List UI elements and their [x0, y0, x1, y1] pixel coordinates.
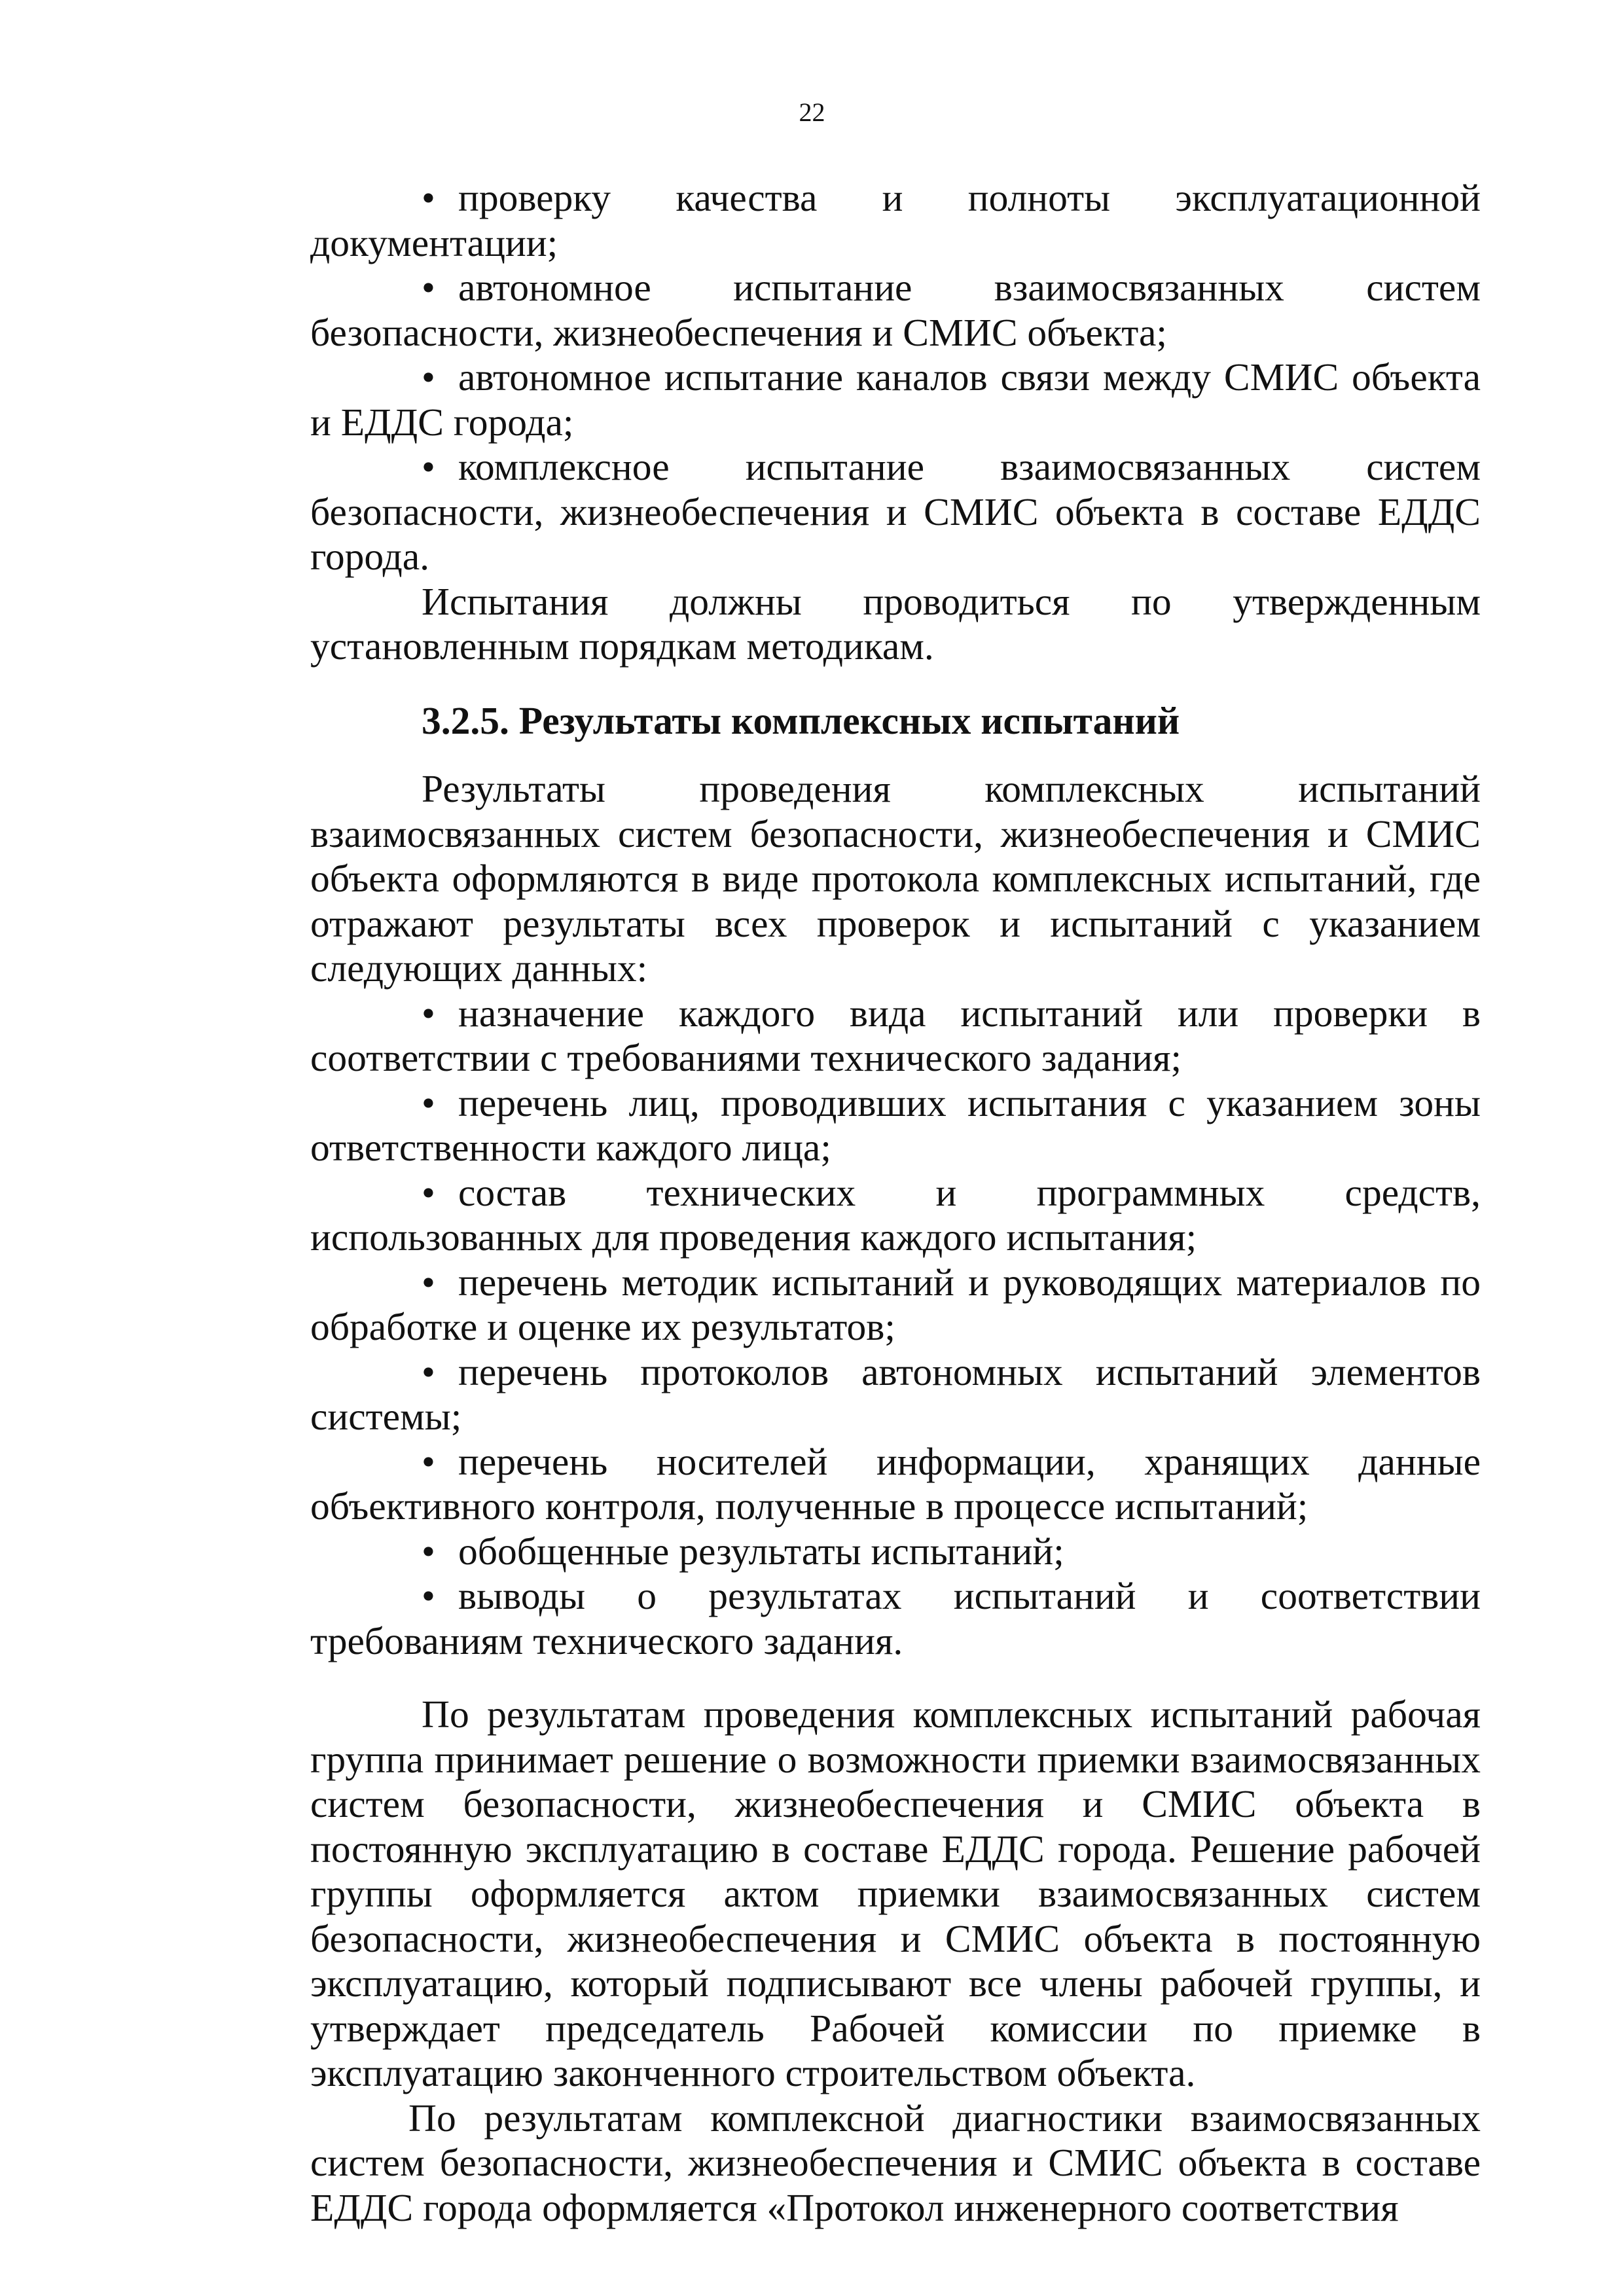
- bullet-icon: •: [422, 1350, 435, 1393]
- list-item-text: выводы о результатах испытаний и соответствии требованиям технического задания.: [310, 1574, 1481, 1662]
- list-item: [310, 1170, 1481, 1260]
- section-heading: 3.2.5. Результаты комплексных испытаний: [422, 698, 1180, 742]
- bullet-icon: •: [422, 176, 435, 219]
- list-item: [310, 355, 1481, 444]
- page-number: 22: [799, 98, 825, 127]
- list-item-text: проверку качества и полноты эксплуатационной документации;: [310, 176, 1481, 264]
- bullet-icon: •: [422, 1081, 435, 1124]
- list-item: [310, 1573, 1481, 1663]
- bullet-icon: •: [422, 991, 435, 1035]
- bullet-list-tests: [310, 175, 1481, 579]
- list-item: [310, 1529, 1481, 1574]
- list-item: [310, 991, 1481, 1081]
- page-content: [310, 175, 1481, 2230]
- paragraph-decision: По результатам проведения комплексных испытаний рабочая группа принимает решение о возможности приемки взаимосвязанных систем безопасности, жизнеобеспечения и СМИС объекта в постоянную эксплуатацию в составе ЕДДС города. Решение рабочей группы оформляется актом приемки взаимосвязанных систем безопасности, жизнеобеспечения и СМИС объекта в постоянную эксплуатацию, который подписывают все члены рабочей группы, и утверждает председатель Рабочей комиссии по приемке в эксплуатацию законченного строительством объекта.: [310, 1693, 1481, 2094]
- list-item-text: состав технических и программных средств, использованных для проведения каждого испытания;: [310, 1170, 1481, 1259]
- bullet-icon: •: [422, 1529, 435, 1573]
- bullet-icon: •: [422, 1574, 435, 1617]
- list-item: [310, 1260, 1481, 1350]
- list-item: [310, 1350, 1481, 1439]
- list-item-text: комплексное испытание взаимосвязанных систем безопасности, жизнеобеспечения и СМИС объекта в составе ЕДДС города.: [310, 445, 1481, 578]
- bullet-icon: •: [422, 1260, 435, 1304]
- paragraph-diagnostics: По результатам комплексной диагностики взаимосвязанных систем безопасности, жизнеобеспечения и СМИС объекта в составе ЕДДС города оформляется «Протокол инженерного соответствия: [310, 2096, 1481, 2229]
- list-item: [310, 444, 1481, 579]
- list-item-text: автономное испытание каналов связи между СМИС объекта и ЕДДС города;: [310, 355, 1481, 444]
- list-item-text: автономное испытание взаимосвязанных систем безопасности, жизнеобеспечения и СМИС объекта;: [310, 266, 1481, 354]
- list-item: [310, 175, 1481, 265]
- list-item: [310, 1081, 1481, 1170]
- paragraph-tests-methods: Испытания должны проводиться по утвержденным установленным порядкам методикам.: [310, 579, 1481, 668]
- list-item-text: перечень протоколов автономных испытаний элементов системы;: [310, 1350, 1481, 1438]
- bullet-icon: •: [422, 1170, 435, 1214]
- list-item-text: назначение каждого вида испытаний или проверки в соответствии с требованиями технического задания;: [310, 991, 1481, 1079]
- bullet-icon: •: [422, 355, 435, 399]
- bullet-icon: •: [422, 445, 435, 488]
- bullet-list-protocol-data: [310, 991, 1481, 1664]
- list-item-text: обобщенные результаты испытаний;: [458, 1529, 1064, 1573]
- list-item-text: перечень лиц, проводивших испытания с указанием зоны ответственности каждого лица;: [310, 1081, 1481, 1169]
- paragraph-results-intro: Результаты проведения комплексных испытаний взаимосвязанных систем безопасности, жизнеобеспечения и СМИС объекта оформляются в виде протокола комплексных испытаний, где отражают результаты всех проверок и испытаний с указанием следующих данных:: [310, 767, 1481, 990]
- list-item-text: перечень методик испытаний и руководящих материалов по обработке и оценке их результатов;: [310, 1260, 1481, 1348]
- list-item: [310, 1439, 1481, 1529]
- list-item-text: перечень носителей информации, хранящих данные объективного контроля, полученные в процессе испытаний;: [310, 1439, 1481, 1528]
- bullet-icon: •: [422, 266, 435, 309]
- list-item: [310, 265, 1481, 355]
- bullet-icon: •: [422, 1439, 435, 1483]
